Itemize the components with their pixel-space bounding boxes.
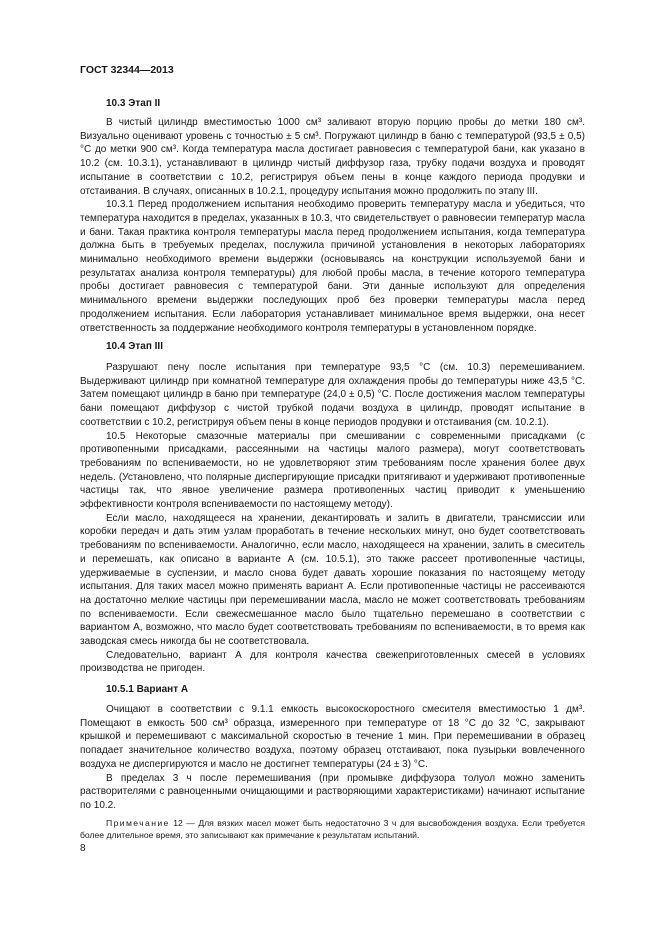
paragraph: 10.5 Некоторые смазочные материалы при смешивании с современными присадками (с противопенными присадками, рассеянными на частицы малого размера), могут соответствовать требованиям по вспениваемости, но не удовлетворяют этим требованиям после хранения более двух недель. (Установлено, что полярные диспергирующие присадки притягивают и удерживают противопенные частицы так, что явное увеличение размера противопенных частиц приводит к уменьшению эффективности контроля вспениваемости по настоящему методу). — [80, 430, 585, 511]
paragraph: Следовательно, вариант А для контроля качества свежеприготовленных смесей в условиях производства не пригоден. — [80, 649, 585, 675]
paragraph: 10.3.1 Перед продолжением испытания необходимо проверить температуру масла и убедиться, что температура находится в пределах, указанных в 10.3, что свидетельствует о равновесии температур масла и бани. Такая практика контроля температуры масла перед продолжением испытания, когда температура должна быть в требуемых пределах, послужила причиной установления в некоторых лабораториях минимально необходимого времени выдержки (основываясь на конструкции используемой бани и результатах анализа контроля температуры) для любой пробы масла, в течение которого температура пробы достигает равновесия с температурой бани. Эти данные используют для определения минимального времени выдержки последующих проб без проверки температуры масла перед продолжением испытания. Если лаборатория устанавливает минимальное время выдержки, она несет ответственность за поддержание необходимого контроля температуры в установленном порядке. — [80, 199, 585, 334]
section-heading-10-3: 10.3 Этап II — [106, 98, 161, 109]
page-number: 8 — [80, 843, 86, 854]
paragraph: Очищают в соответствии с 9.1.1 емкость высокоскоростного смесителя вместимостью 1 дм³. Помещают в емкость 500 см³ образца, измеренного при температуре от 18 °С до 32 °С, закрывают крышкой и перемешивают с максимальной скоростью в течение 1 мин. При перемешивании в образец попадает значительное количество воздуха, поэтому образец отстаивают, пока пузырьки вовлеченного воздуха не диспергируются и масло не достигнет температуры (24 ± 3) °С. — [80, 704, 585, 770]
section-heading-10-5-1: 10.5.1 Вариант А — [106, 684, 189, 695]
note-paragraph — [80, 817, 585, 841]
section-10-4-body — [80, 361, 585, 676]
note-label: Примечание — [106, 817, 170, 828]
note-text: 12 — Для вязких масел может быть недостаточно 3 ч для высвобождения воздуха. Если требуется более длительное время, это записывают как примечание к результатам испытаний. — [80, 817, 585, 840]
paragraph: Если масло, находящееся на хранении, декантировать и залить в двигатели, трансмиссии или коробки передач и дать этим узлам проработать в течение нескольких минут, оно будет соответствовать требованиям по вспениваемости. Аналогично, если масло, находящееся на хранении, залить в смеситель и перемешать, как описано в варианте А (см. 10.5.1), это также рассеет противопенные частицы, удерживаемые в суспензии, и масло снова будет давать хорошие показания по настоящему методу испытания. Для таких масел можно применять вариант А. Если противопенные частицы не рассеиваются на достаточно мелкие частицы при перемешивании масла, масло не может соответствовать требованиям по вспениваемости. Если свежесмешанное масло было тщательно перемешано в соответствии с вариантом А, возможно, что масло будет соответствовать требованиям по вспениваемости, в то время как заводская смесь никогда бы не соответствовала. — [80, 512, 585, 648]
document-header: ГОСТ 32344—2013 — [80, 64, 174, 76]
section-heading-10-4: 10.4 Этап III — [106, 341, 163, 352]
paragraph: В чистый цилиндр вместимостью 1000 см³ заливают вторую порцию пробы до метки 180 см³. Визуально оценивают уровень с точностью ± 5 см³. Погружают цилиндр в баню с температурой (93,5 ± 0,5) °С до метки 900 см³. Когда температура масла достигает равновесия с температурой бани, как указано в 10.2 (см. 10.3.1), устанавливают в цилиндр чистый диффузор газа, трубку подачи воздуха и проводят испытание в соответствии с 10.2, регистрируя объем пены в конце каждого периода продувки и отстаивания. В случаях, описанных в 10.2.1, процедуру испытания можно продолжить по этапу III. — [80, 117, 585, 197]
section-10-5-1-body — [80, 703, 585, 841]
section-10-3-body — [80, 116, 585, 335]
paragraph: В пределах 3 ч после перемешивания (при промывке диффузора толуол можно заменить растворителями с равноценными очищающими и растворяющими характеристиками) начинают испытание по 10.2. — [80, 772, 585, 811]
paragraph: Разрушают пену после испытания при температуре 93,5 °С (см. 10.3) перемешиванием. Выдерживают цилиндр при комнатной температуре для охлаждения пробы до температуры ниже 43,5 °С. Затем помещают цилиндр в баню при температуре (24,0 ± 0,5) °С. После достижения маслом температуры бани помещают диффузор с чистой трубкой подачи воздуха в цилиндр, проводят испытание в соответствии с 10.2, регистрируя объем пены в конце периодов продувки и отстаивания (см. 10.2.1). — [80, 362, 585, 428]
